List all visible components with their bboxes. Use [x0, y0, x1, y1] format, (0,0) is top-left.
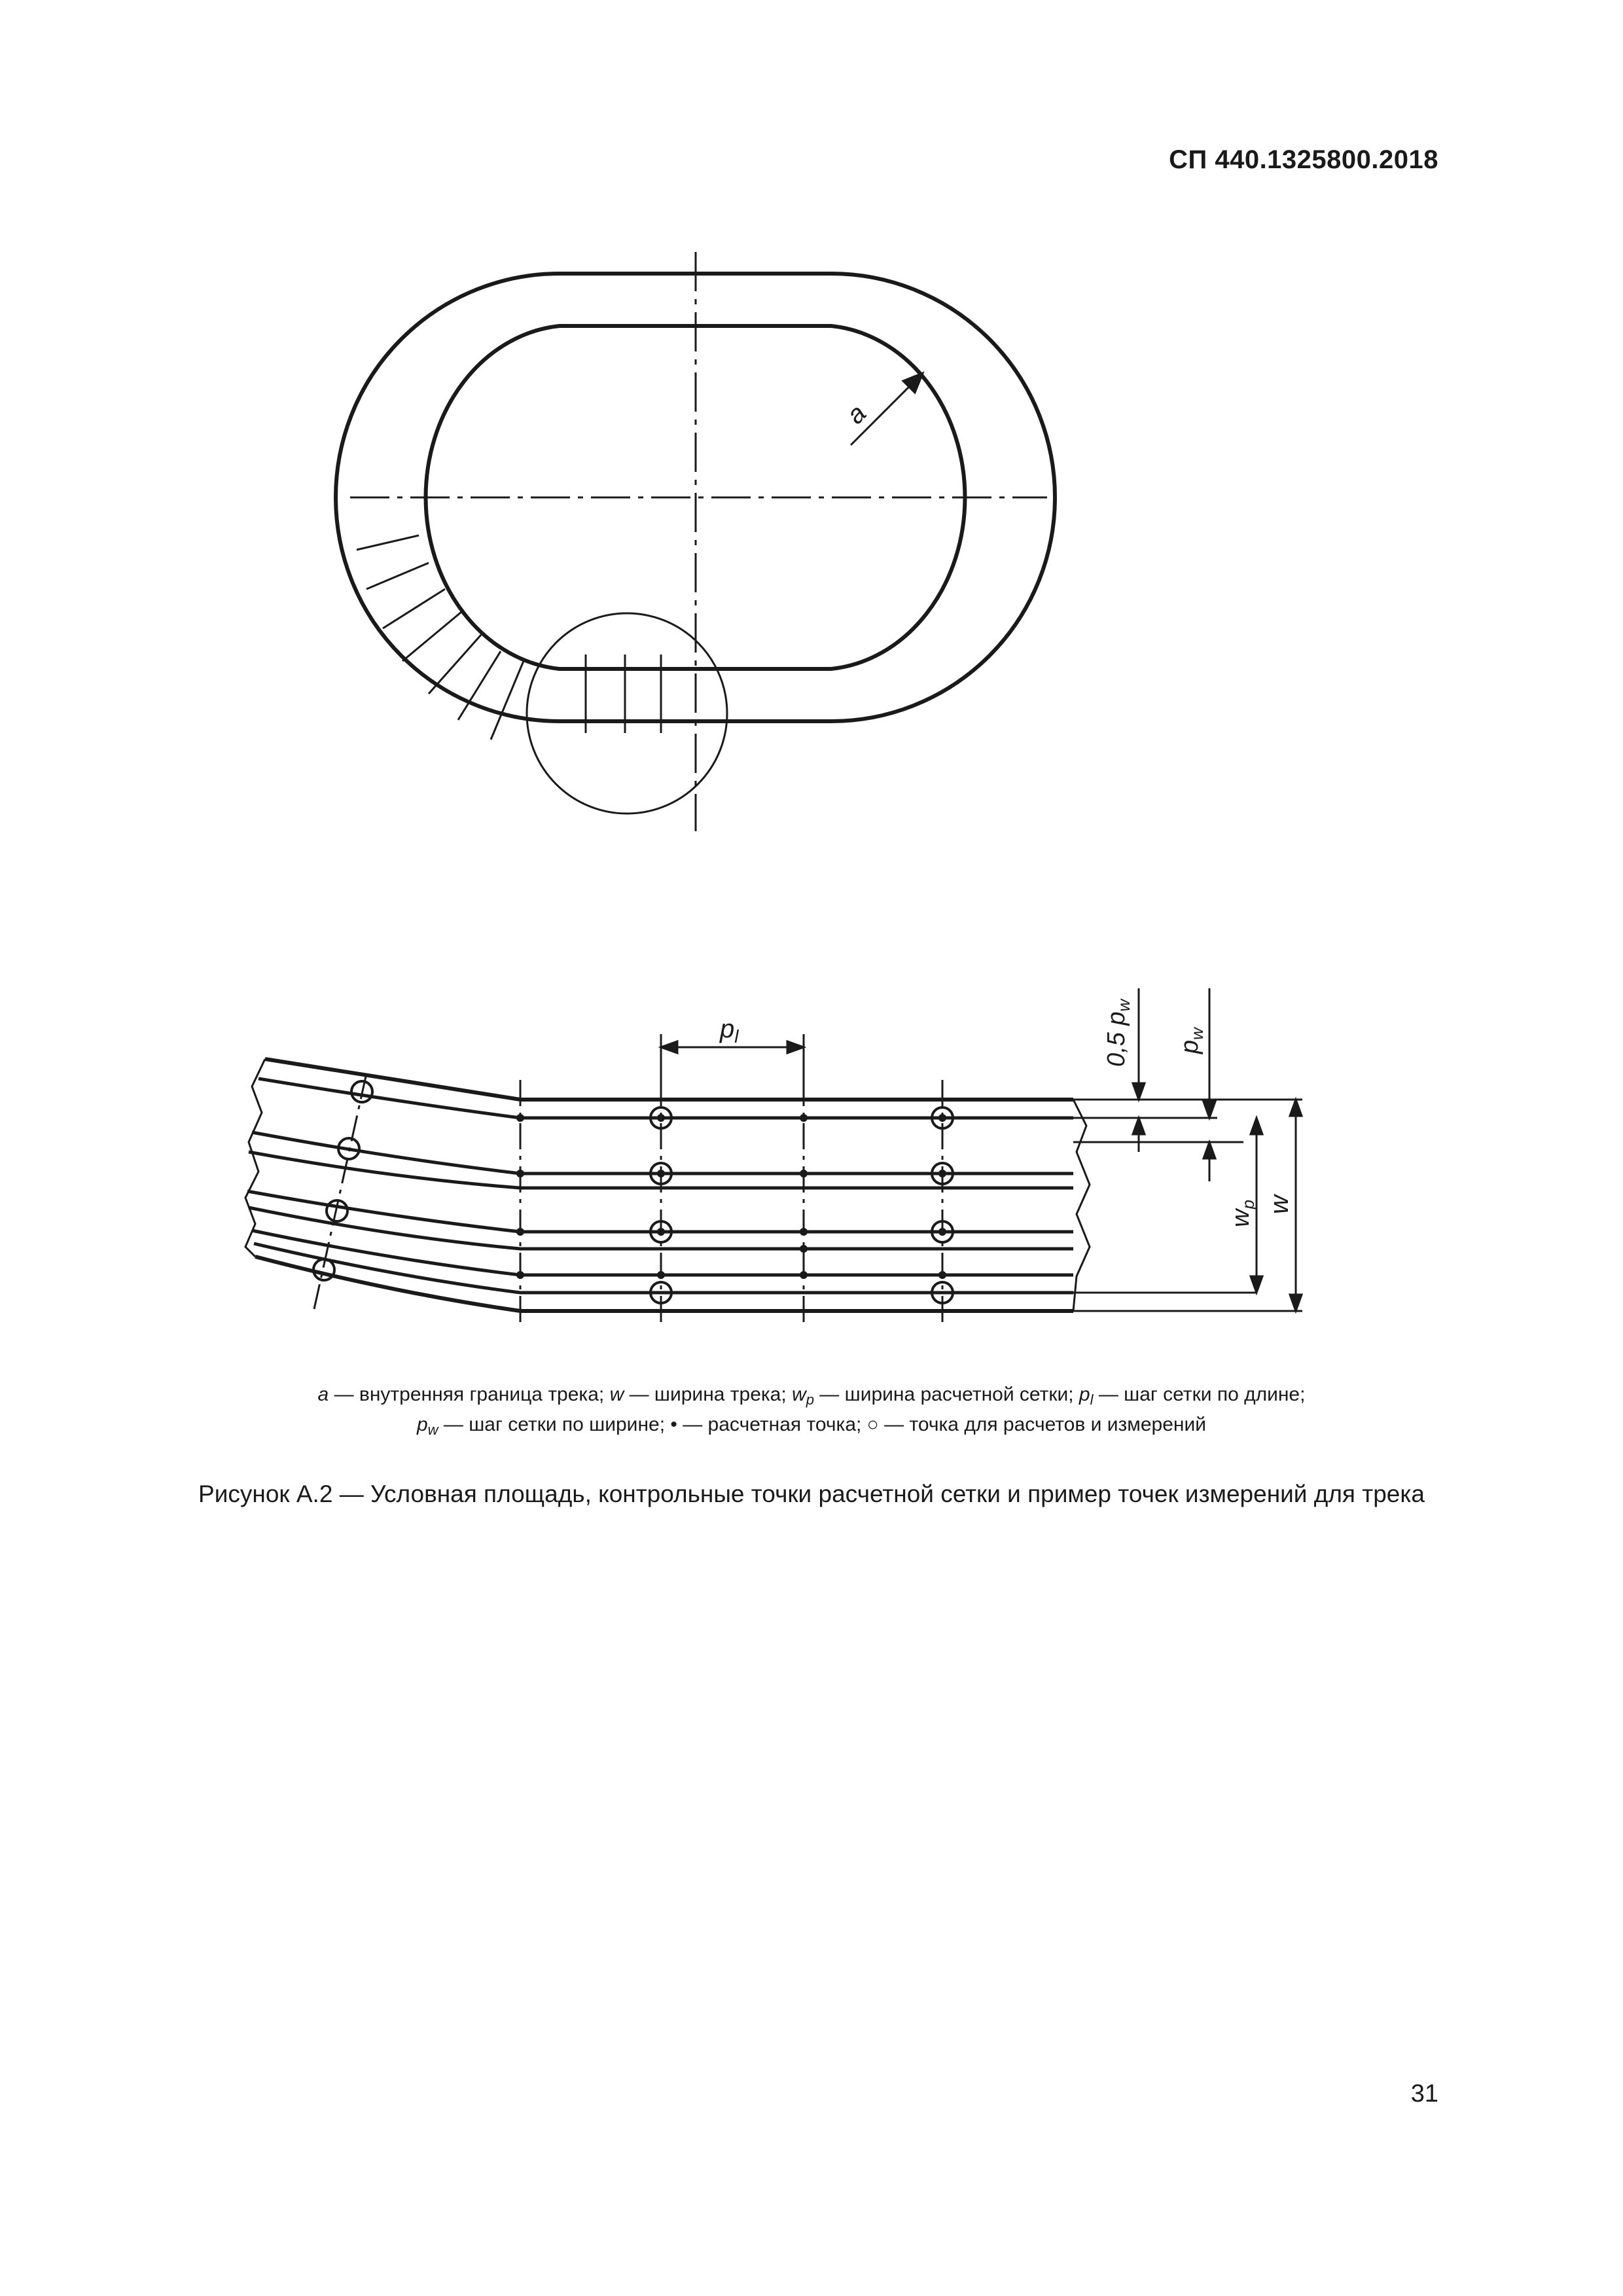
label-w: w — [1265, 1195, 1294, 1214]
label-wp: $w_p$ — [1227, 1200, 1258, 1227]
label-pw: $p_w$ — [1176, 1028, 1207, 1054]
lane-top — [265, 1059, 1073, 1100]
pw-dimension — [1204, 988, 1215, 1181]
label-half-pw: 0,5 $p_w$ — [1103, 999, 1133, 1067]
break-line-left — [245, 1059, 265, 1257]
legend-line-1: a — внутренняя граница трека; w — ширина трека; $w_p$ — ширина расчетной сетки; $p_l$ — шаг сетки по длине; — [317, 1384, 1306, 1408]
measurement-points — [313, 1081, 953, 1303]
figure-legend — [131, 1382, 1492, 1443]
label-pl: $p_l$ — [720, 1014, 739, 1047]
half-pw-dimension — [1133, 988, 1145, 1152]
label-a: a — [841, 399, 872, 430]
calculation-points — [516, 1114, 946, 1279]
figure-caption: Рисунок А.2 — Условная площадь, контрольные точки расчетной сетки и пример точек измерений для трека — [198, 1480, 1425, 1507]
break-line-right — [1073, 1100, 1090, 1311]
page-number: 31 — [1410, 2080, 1438, 2108]
legend-line-2: $p_w$ — шаг сетки по ширине; • — расчетная точка; ○ — точка для расчетов и измерений — [416, 1414, 1206, 1438]
document-code: СП 440.1325800.2018 — [1169, 145, 1438, 174]
